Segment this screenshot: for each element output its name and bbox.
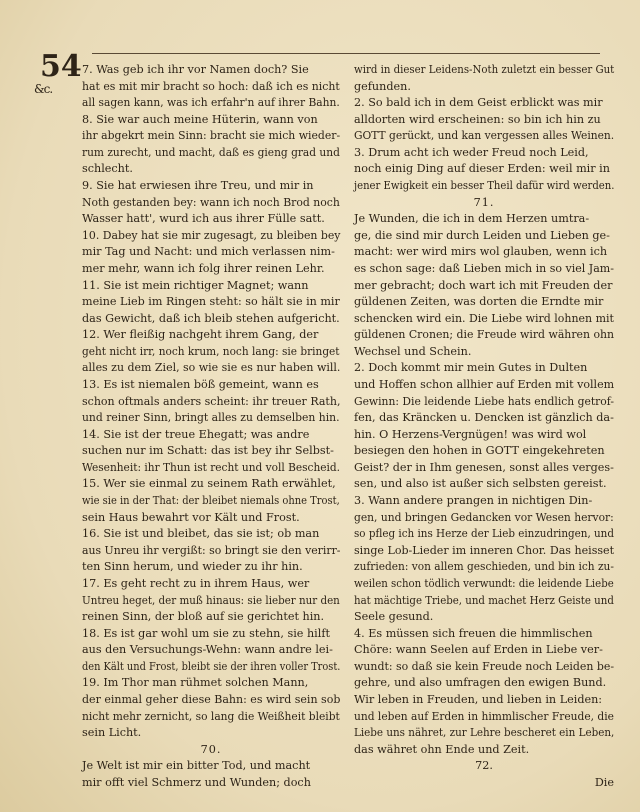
- header-rule: [92, 53, 600, 54]
- text-line: geht nicht irr, noch krum, noch lang: sie bringet: [82, 344, 340, 358]
- text-line: hat es mit mir bracht so hoch: daß ich es nicht: [82, 79, 340, 93]
- text-line: meine Lieb im Ringen steht: so hält sie in mir: [82, 295, 340, 309]
- text-line: mir Tag und Nacht: und mich verlassen nim-: [82, 245, 335, 259]
- text-line: 12. Wer fleißig nachgeht ihrem Gang, der: [82, 328, 319, 342]
- text-line: ten Sinn herum, und wieder zu ihr hin.: [82, 560, 303, 574]
- text-line: 3. Drum acht ich weder Freud noch Leid,: [354, 145, 589, 159]
- text-line: 4. Es müssen sich freuen die himmlischen: [354, 626, 593, 640]
- text-line: und reiner Sinn, bringt alles zu demselben hin.: [82, 411, 340, 425]
- text-line: zufrieden: von allem geschieden, und bin ich zu-: [354, 560, 614, 574]
- text-line: Wechsel und Schein.: [354, 344, 472, 358]
- text-line: noch einig Ding auf dieser Erden: weil mir in: [354, 162, 610, 176]
- hymn-number: 70.: [200, 742, 222, 756]
- text-line: sein Haus bewahrt vor Kält und Frost.: [82, 510, 300, 524]
- right-column: [354, 62, 614, 791]
- text-line: schencken wird ein. Die Liebe wird lohnen mit: [354, 311, 614, 325]
- text-line: Je Wunden, die ich in dem Herzen umtra-: [354, 212, 590, 226]
- text-line: wundt: so daß sie kein Freude noch Leiden be-: [354, 659, 615, 673]
- text-line: so pfleg ich ins Herze der Lieb einzudringen, und: [354, 527, 614, 541]
- text-line: nicht mehr zernicht, so lang die Weißheit bleibt: [82, 709, 340, 723]
- text-line: Liebe uns nähret, zur Lehre bescheret ein Leben,: [354, 726, 615, 740]
- text-line: Untreu heget, der muß hinaus: sie lieber nur den: [82, 593, 340, 607]
- text-line: gefunden.: [354, 79, 411, 93]
- text-line: all sagen kann, was ich erfahr'n auf ihrer Bahn.: [82, 96, 340, 110]
- text-line: güldenen Zeiten, was dorten die Erndte mir: [354, 295, 604, 309]
- text-line: gehre, und also umfragen den ewigen Bund.: [354, 676, 607, 690]
- text-line: 2. So bald ich in dem Geist erblickt was mir: [354, 96, 603, 110]
- text-line: schlecht.: [82, 162, 133, 176]
- text-line: der einmal geher diese Bahn: es wird sein sob: [82, 692, 341, 706]
- text-line: 14. Sie ist der treue Ehegatt; was andre: [82, 427, 310, 441]
- text-line: aus den Versuchungs-Wehn: wann andre lei-: [82, 643, 333, 657]
- text-line: 8. Sie war auch meine Hüterin, wann von: [82, 112, 318, 126]
- text-line: hat mächtige Triebe, und machet Herz Geiste und: [354, 593, 614, 607]
- text-line: gen, und bringen Gedancken vor Wesen hervor:: [354, 510, 614, 524]
- text-line: den Kält und Frost, bleibt sie der ihren voller Trost.: [82, 659, 341, 673]
- text-line: 9. Sie hat erwiesen ihre Treu, und mir in: [82, 179, 314, 193]
- text-line: mer gebracht; doch wart ich mit Freuden der: [354, 278, 613, 292]
- text-line: reinen Sinn, der bloß auf sie gerichtet hin.: [82, 610, 325, 624]
- text-line: sen, und also ist außer sich selbsten gereist.: [354, 477, 607, 491]
- text-line: 11. Sie ist mein richtiger Magnet; wann: [82, 278, 309, 292]
- text-line: Chöre: wann Seelen auf Erden in Liebe ver-: [354, 643, 603, 657]
- hymn-number: 72.: [475, 759, 493, 773]
- text-line: Wesenheit: ihr Thun ist recht und voll Bescheid.: [82, 460, 341, 474]
- text-line: Geist? der in Ihm genesen, sonst alles verges-: [354, 460, 614, 474]
- text-line: und Hoffen schon allhier auf Erden mit vollem: [354, 377, 615, 391]
- text-line: weilen schon tödlich verwundt: die leidende Liebe: [354, 576, 614, 590]
- text-line: singe Lob-Lieder im inneren Chor. Das heisset: [354, 543, 615, 557]
- text-line: 16. Sie ist und bleibet, das sie ist; ob man: [82, 527, 320, 541]
- text-line: fen, das Kräncken u. Dencken ist gänzlich da-: [354, 411, 614, 425]
- text-line: macht: wer wird mirs wol glauben, wenn ich: [354, 245, 608, 259]
- text-line: 2. Doch kommt mir mein Gutes in Dulten: [354, 361, 588, 375]
- text-line: Wasser hatt', wurd ich aus ihrer Fülle satt.: [82, 212, 325, 226]
- text-line: alles zu dem Ziel, so wie sie es nur haben will.: [82, 361, 341, 375]
- text-line: 3. Wann andere prangen in nichtigen Din-: [354, 494, 593, 508]
- text-line: ihr abgekrt mein Sinn: bracht sie mich wieder-: [82, 129, 341, 143]
- text-line: suchen nur im Schatt: das ist bey ihr Selbst-: [82, 444, 334, 458]
- page-number: 54: [40, 49, 82, 84]
- text-line: aus Unreu ihr vergißt: so bringt sie den verirr-: [82, 543, 341, 557]
- text-line: Wir leben in Freuden, und lieben in Leiden:: [354, 692, 603, 706]
- left-column: [82, 62, 340, 791]
- text-line: mir offt viel Schmerz und Wunden; doch: [82, 775, 311, 789]
- hymn-number: 71.: [473, 195, 495, 209]
- text-line: 19. Im Thor man rühmet solchen Mann,: [82, 676, 309, 690]
- margin-mark: &c.: [34, 82, 53, 96]
- text-line: Je Welt ist mir ein bitter Tod, und macht: [82, 759, 311, 773]
- text-line: 13. Es ist niemalen böß gemeint, wann es: [82, 377, 319, 391]
- text-line: schon oftmals anders scheint: ihr treuer Rath,: [82, 394, 341, 408]
- text-line: güldenen Cronen; die Freude wird währen ohn: [354, 328, 615, 342]
- text-line: wie sie in der That: der bleibet niemals ohne Trost,: [82, 494, 340, 508]
- text-line: 10. Dabey hat sie mir zugesagt, zu bleiben bey: [82, 228, 341, 242]
- text-line: 15. Wer sie einmal zu seinem Rath erwählet,: [82, 477, 336, 491]
- text-line: besiegen den hohen in GOTT eingekehreten: [354, 444, 605, 458]
- catchword: Die: [594, 775, 614, 789]
- text-line: Noth gestanden bey: wann ich noch Brod noch: [82, 195, 340, 209]
- text-line: ge, die sind mir durch Leiden und Lieben ge-: [354, 228, 610, 242]
- text-line: 17. Es geht recht zu in ihrem Haus, wer: [82, 576, 310, 590]
- text-line: alldorten wird erscheinen: so bin ich hin zu: [354, 112, 601, 126]
- text-line: und leben auf Erden in himmlischer Freude, die: [354, 709, 614, 723]
- text-line: das währet ohn Ende und Zeit.: [354, 742, 530, 756]
- text-line: Gewinn: Die leidende Liebe hats endlich getrof-: [354, 394, 614, 408]
- text-line: Seele gesund.: [354, 610, 434, 624]
- text-line: wird in dieser Leidens-Noth zuletzt ein besser Gut: [354, 63, 615, 76]
- text-line: sein Licht.: [82, 726, 142, 740]
- text-line: das Gewicht, daß ich bleib stehen aufgericht.: [82, 311, 340, 325]
- text-line: 18. Es ist gar wohl um sie zu stehn, sie hilft: [82, 626, 330, 640]
- text-line: jener Ewigkeit ein besser Theil dafür wird werden.: [354, 179, 615, 193]
- text-line: GOTT gerückt, und kan vergessen alles Weinen.: [354, 129, 615, 143]
- text-line: 7. Was geb ich ihr vor Namen doch? Sie: [82, 63, 309, 76]
- text-line: mer mehr, wann ich folg ihrer reinen Lehr.: [82, 261, 325, 275]
- text-line: es schon sage: daß Lieben mich in so viel Jam-: [354, 261, 614, 275]
- text-line: hin. O Herzens-Vergnügen! was wird wol: [354, 427, 587, 441]
- text-line: rum zurecht, und macht, daß es gieng grad und: [82, 145, 340, 159]
